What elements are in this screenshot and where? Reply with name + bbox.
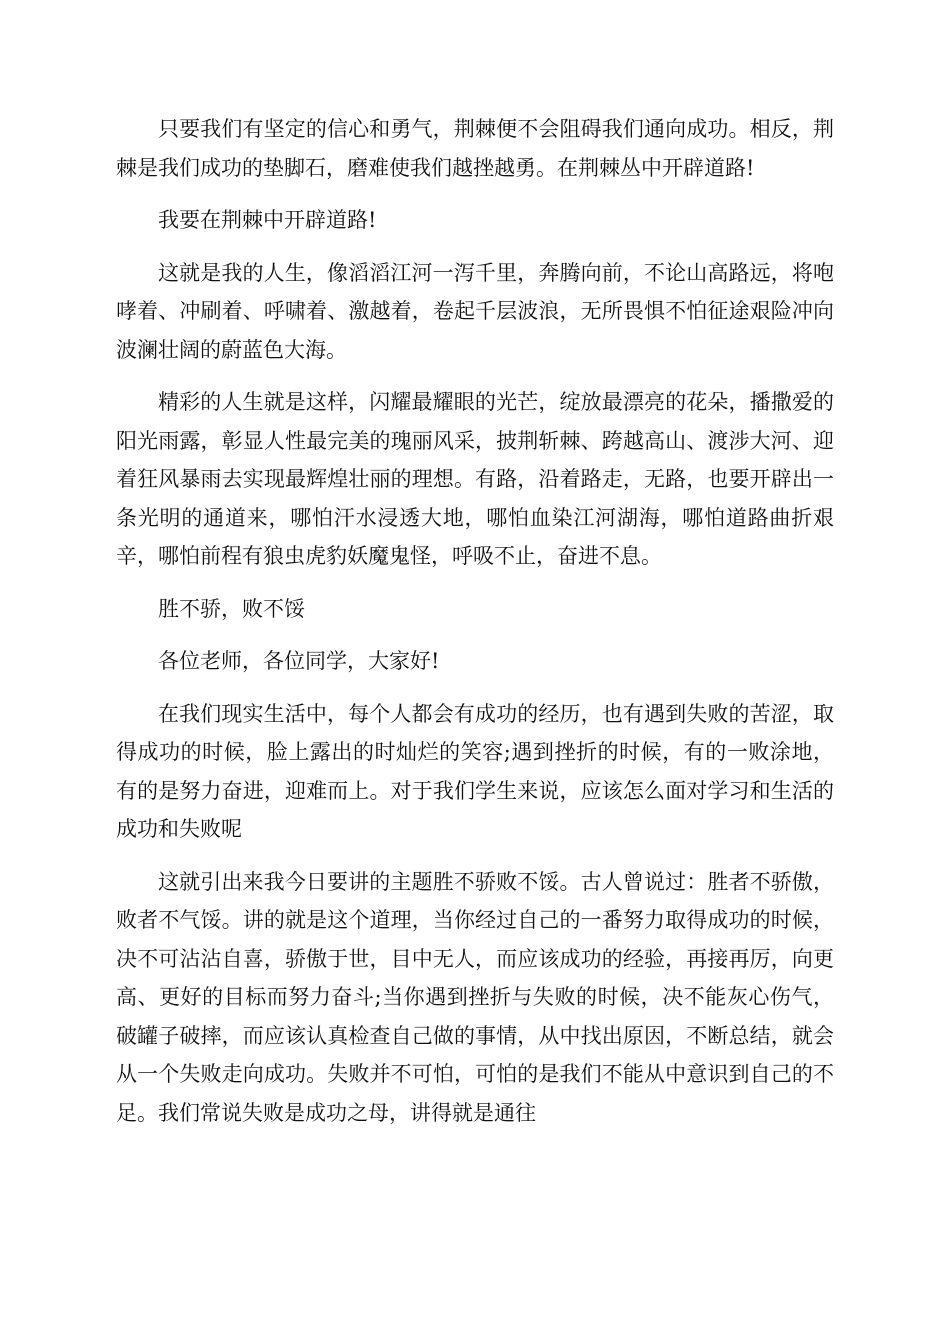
- paragraph-open-road: 我要在荆棘中开辟道路!: [158, 208, 377, 232]
- section-title: 胜不骄，败不馁: [158, 596, 305, 621]
- paragraph-life-river: 这就是我的人生，像滔滔江河一泻千里，奔腾向前，不论山高路远，将咆哮着、冲刷着、呼啸着、激越着，卷起千层波浪，无所畏惧不怕征途艰险冲向波澜壮阔的蔚蓝色大海。: [116, 260, 834, 362]
- paragraph-main-theme: 这就引出来我今日要讲的主题胜不骄败不馁。古人曾说过：胜者不骄傲，败者不气馁。讲的就是这个道理，当你经过自己的一番努力取得成功的时候，决不可沾沾自喜，骄傲于世，目中无人，而应该成功的经验，再接再厉，向更高、更好的目标而努力奋斗;当你遇到挫折与失败的时候，决不能灰心伤气，破罐子破摔，而应该认真检查自己做的事情，从中找出原因，不断总结，就会从一个失败走向成功。失败并不可怕，可怕的是我们不能从中意识到自己的不足。我们常说失败是成功之母，讲得就是通往: [116, 869, 834, 1125]
- paragraph-thorns-courage: 只要我们有坚定的信心和勇气，荆棘便不会阻碍我们通向成功。相反，荆棘是我们成功的垫脚石，磨难使我们越挫越勇。在荆棘丛中开辟道路!: [116, 117, 834, 180]
- paragraph-success-failure: 在我们现实生活中，每个人都会有成功的经历，也有遇到失败的苦涩，取得成功的时候，脸上露出的时灿烂的笑容;遇到挫折的时候，有的一败涂地，有的是努力奋进，迎难而上。对于我们学生来说，应该怎么面对学习和生活的成功和失败呢: [116, 701, 834, 841]
- greeting: 各位老师，各位同学，大家好!: [158, 649, 440, 673]
- document-body: [116, 110, 834, 1146]
- paragraph-brilliant-life: 精彩的人生就是这样，闪耀最耀眼的光芒，绽放最漂亮的花朵，播撒爱的阳光雨露，彰显人性最完美的瑰丽风采，披荆斩棘、跨越高山、渡涉大河、迎着狂风暴雨去实现最辉煌壮丽的理想。有路，沿着路走，无路，也要开辟出一条光明的通道来，哪怕汗水浸透大地，哪怕血染江河湖海，哪怕道路曲折艰辛，哪怕前程有狼虫虎豹妖魔鬼怪，呼吸不止，奋进不息。: [116, 390, 834, 568]
